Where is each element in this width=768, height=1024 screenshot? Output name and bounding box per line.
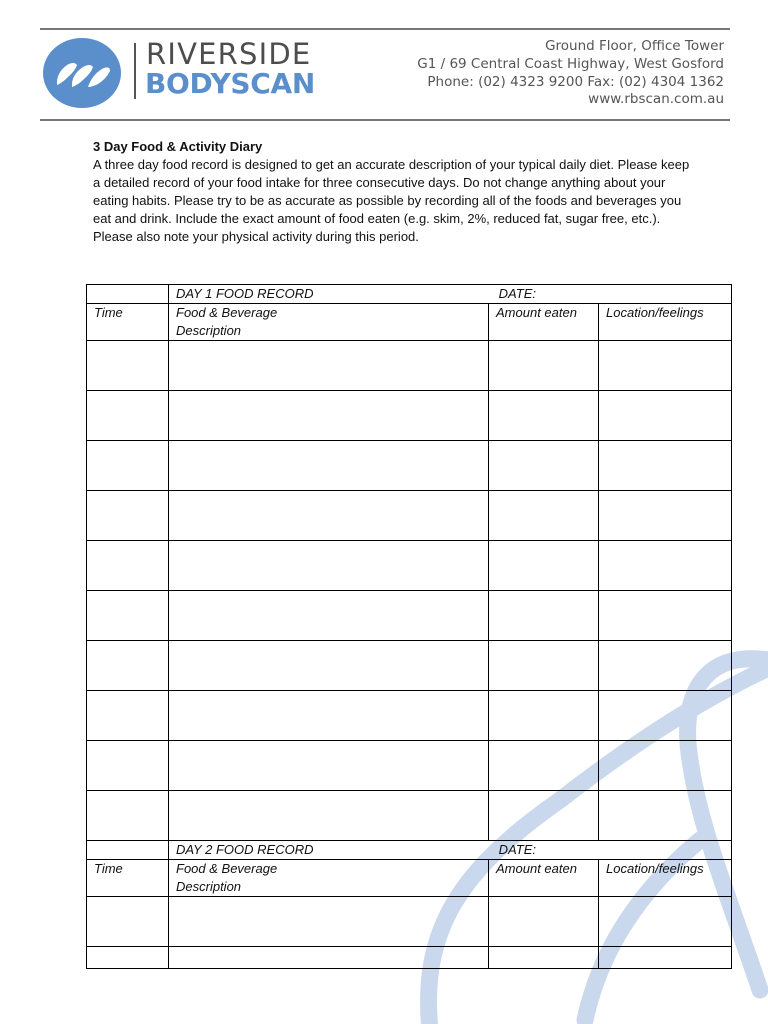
table-row (87, 641, 732, 691)
entry-amount-cell[interactable] (489, 541, 599, 591)
entry-amount-cell[interactable] (489, 691, 599, 741)
entry-location-cell[interactable] (599, 341, 732, 391)
entry-time-cell[interactable] (87, 491, 169, 541)
entry-food-cell[interactable] (169, 691, 489, 741)
day1-title-blank-cell (87, 285, 169, 304)
entry-food-cell[interactable] (169, 541, 489, 591)
intro-section (93, 138, 693, 246)
entry-amount-cell[interactable] (489, 391, 599, 441)
header-top-rule (40, 28, 730, 30)
entry-time-cell[interactable] (87, 641, 169, 691)
day1-header-row (87, 304, 732, 341)
header-time: Time (87, 304, 169, 341)
intro-paragraph: A three day food record is designed to get an accurate description of your typical daily diet. Please keep a detailed record of your food intake for three consecutive days. Do not change anything about your eating habits. Please try to be as accurate as possible by recording all of the foods and beverages you eat and drink. Include the exact amount of food eaten (e.g. skim, 2%, reduced fat, sugar free, etc.). Please also note your physical activity during this period. (93, 157, 690, 244)
entry-food-cell[interactable] (169, 897, 489, 947)
entry-time-cell[interactable] (87, 541, 169, 591)
entry-amount-cell[interactable] (489, 491, 599, 541)
table-row (87, 391, 732, 441)
entry-amount-cell[interactable] (489, 591, 599, 641)
entry-food-cell[interactable] (169, 391, 489, 441)
header-food-line1: Food & Beverage (176, 305, 278, 320)
entry-time-cell[interactable] (87, 791, 169, 841)
day1-title-cell (169, 285, 732, 304)
table-row (87, 441, 732, 491)
header-location: Location/feelings (599, 304, 732, 341)
day1-date-label: DATE: (498, 286, 536, 301)
table-row (87, 741, 732, 791)
header-time: Time (87, 860, 169, 897)
table-row (87, 541, 732, 591)
table-row (87, 491, 732, 541)
day1-title: DAY 1 FOOD RECORD (176, 286, 314, 301)
table-row (87, 791, 732, 841)
entry-food-cell[interactable] (169, 641, 489, 691)
entry-time-cell[interactable] (87, 897, 169, 947)
entry-time-cell[interactable] (87, 441, 169, 491)
table-row (87, 691, 732, 741)
entry-food-cell[interactable] (169, 341, 489, 391)
entry-time-cell[interactable] (87, 591, 169, 641)
entry-food-cell[interactable] (169, 591, 489, 641)
table-row (87, 947, 732, 969)
table-row (87, 897, 732, 947)
contact-block (417, 38, 724, 109)
entry-time-cell[interactable] (87, 341, 169, 391)
entry-location-cell[interactable] (599, 391, 732, 441)
entry-time-cell[interactable] (87, 391, 169, 441)
day2-header-row (87, 860, 732, 897)
contact-address-line1: Ground Floor, Office Tower (545, 38, 724, 54)
contact-website[interactable]: www.rbscan.com.au (588, 91, 724, 108)
entry-amount-cell[interactable] (489, 791, 599, 841)
logo-riverside: RIVERSIDE (146, 37, 312, 71)
table-row (87, 341, 732, 391)
entry-food-cell[interactable] (169, 791, 489, 841)
entry-food-cell[interactable] (169, 947, 489, 969)
entry-location-cell[interactable] (599, 947, 732, 969)
entry-location-cell[interactable] (599, 641, 732, 691)
header-location: Location/feelings (599, 860, 732, 897)
entry-location-cell[interactable] (599, 541, 732, 591)
entry-amount-cell[interactable] (489, 947, 599, 969)
header-amount: Amount eaten (489, 860, 599, 897)
entry-amount-cell[interactable] (489, 897, 599, 947)
entry-location-cell[interactable] (599, 441, 732, 491)
header-amount: Amount eaten (489, 304, 599, 341)
entry-amount-cell[interactable] (489, 341, 599, 391)
header-food (169, 860, 489, 897)
entry-location-cell[interactable] (599, 491, 732, 541)
day2-title: DAY 2 FOOD RECORD (176, 842, 314, 857)
entry-time-cell[interactable] (87, 947, 169, 969)
logo-mark-icon (42, 37, 122, 109)
day2-title-blank-cell (87, 841, 169, 860)
entry-amount-cell[interactable] (489, 741, 599, 791)
header-food-line2: Description (176, 323, 242, 338)
header-food-line2: Description (176, 879, 242, 894)
document-title: 3 Day Food & Activity Diary (93, 139, 263, 154)
entry-location-cell[interactable] (599, 897, 732, 947)
entry-location-cell[interactable] (599, 591, 732, 641)
food-record-table (86, 284, 732, 969)
entry-location-cell[interactable] (599, 741, 732, 791)
entry-food-cell[interactable] (169, 491, 489, 541)
entry-food-cell[interactable] (169, 741, 489, 791)
contact-phone-fax: Phone: (02) 4323 9200 Fax: (02) 4304 1362 (427, 73, 724, 90)
logo-bodyscan: BODYSCAN (145, 67, 316, 100)
entry-location-cell[interactable] (599, 791, 732, 841)
entry-food-cell[interactable] (169, 441, 489, 491)
header-food-line1: Food & Beverage (176, 861, 278, 876)
header-food (169, 304, 489, 341)
entry-amount-cell[interactable] (489, 641, 599, 691)
entry-location-cell[interactable] (599, 691, 732, 741)
table-row (87, 591, 732, 641)
day1-title-row (87, 285, 732, 304)
contact-address-line2: G1 / 69 Central Coast Highway, West Gosford (417, 55, 724, 72)
entry-time-cell[interactable] (87, 741, 169, 791)
day2-title-row (87, 841, 732, 860)
logo-divider (134, 43, 136, 99)
day2-title-cell (169, 841, 732, 860)
entry-amount-cell[interactable] (489, 441, 599, 491)
header-bottom-rule (40, 119, 730, 121)
day2-date-label: DATE: (498, 842, 536, 857)
entry-time-cell[interactable] (87, 691, 169, 741)
